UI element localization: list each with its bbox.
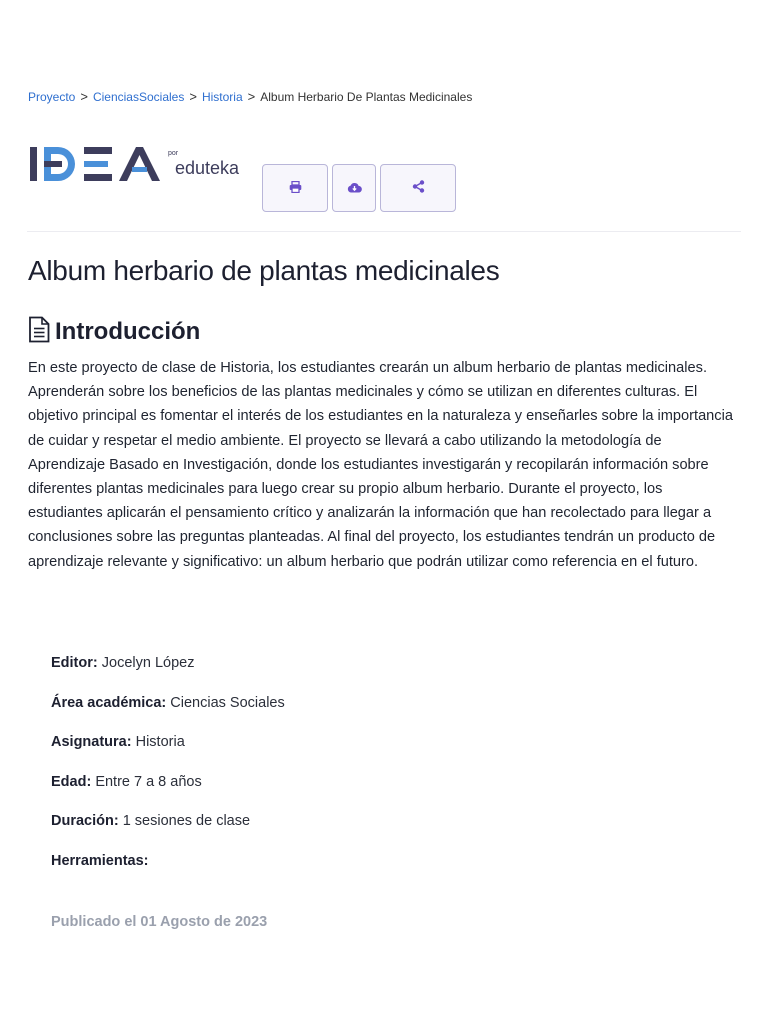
detail-value: 1 sesiones de clase — [122, 813, 251, 829]
cloud-download-icon — [347, 181, 362, 196]
breadcrumb-separator: > — [247, 89, 256, 104]
detail-area — [51, 692, 285, 732]
page-title: Album herbario de plantas medicinales — [28, 255, 500, 286]
document-icon — [28, 316, 50, 348]
detail-label: Área académica: — [51, 694, 167, 711]
breadcrumb-link-ciencias-sociales[interactable]: CienciasSociales — [92, 89, 185, 104]
breadcrumb-separator: > — [80, 89, 88, 104]
detail-value: Jocelyn López — [101, 655, 195, 671]
download-button[interactable] — [332, 164, 376, 212]
detail-value: Historia — [135, 734, 185, 750]
detail-label: Duración: — [51, 813, 119, 829]
detail-age — [51, 771, 285, 811]
detail-value: Ciencias Sociales — [170, 694, 285, 711]
introduction-heading: Introducción — [55, 318, 201, 345]
breadcrumb — [28, 89, 472, 104]
detail-value: Entre 7 a 8 años — [95, 773, 202, 790]
logo-por-text: por — [168, 150, 179, 157]
detail-label: Asignatura: — [51, 734, 132, 750]
printer-icon — [289, 181, 302, 196]
detail-duration — [51, 810, 285, 850]
detail-label: Editor: — [51, 655, 98, 671]
logo-eduteka-text: eduteka — [175, 158, 240, 178]
idea-eduteka-logo[interactable] — [28, 143, 258, 193]
breadcrumb-link-historia[interactable]: Historia — [201, 89, 243, 104]
introduction-header — [28, 316, 200, 348]
detail-subject — [51, 731, 285, 771]
project-details — [51, 652, 285, 889]
breadcrumb-separator: > — [189, 89, 197, 104]
print-button[interactable] — [262, 164, 328, 212]
header-divider — [27, 231, 741, 232]
introduction-text: En este proyecto de clase de Historia, los estudiantes crearán un album herbario de plantas medicinales. Aprenderán sobre los beneficios de las plantas medicinales y cómo se utilizan en diferentes culturas. El objetivo principal es fomentar el interés de los estudiantes en la naturaleza y enseñarles sobre la importancia de cuidar y respetar el medio ambiente. El proyecto se llevará a cabo utilizando la metodología de Aprendizaje Basado en Investigación, donde los estudiantes investigarán y recopilarán información sobre diferentes plantas medicinales para luego crear su propio album herbario. Durante el proyecto, los estudiantes aplicarán el pensamiento crítico y analizarán la información que han recolectado para llegar a conclusiones sobre las preguntas planteadas. Al final del proyecto, los estudiantes tendrán un producto de aprendizaje relevante y significativo: un album herbario que podrán utilizar como referencia en el futuro. — [28, 360, 733, 570]
share-button[interactable] — [380, 164, 456, 212]
detail-tools — [51, 850, 285, 890]
detail-editor — [51, 652, 285, 692]
detail-label: Herramientas: — [51, 852, 149, 869]
detail-label: Edad: — [51, 773, 92, 790]
breadcrumb-current: Album Herbario De Plantas Medicinales — [260, 89, 473, 104]
breadcrumb-link-proyecto[interactable]: Proyecto — [28, 89, 76, 104]
published-date: Publicado el 01 Agosto de 2023 — [51, 914, 268, 930]
share-icon — [412, 180, 425, 196]
